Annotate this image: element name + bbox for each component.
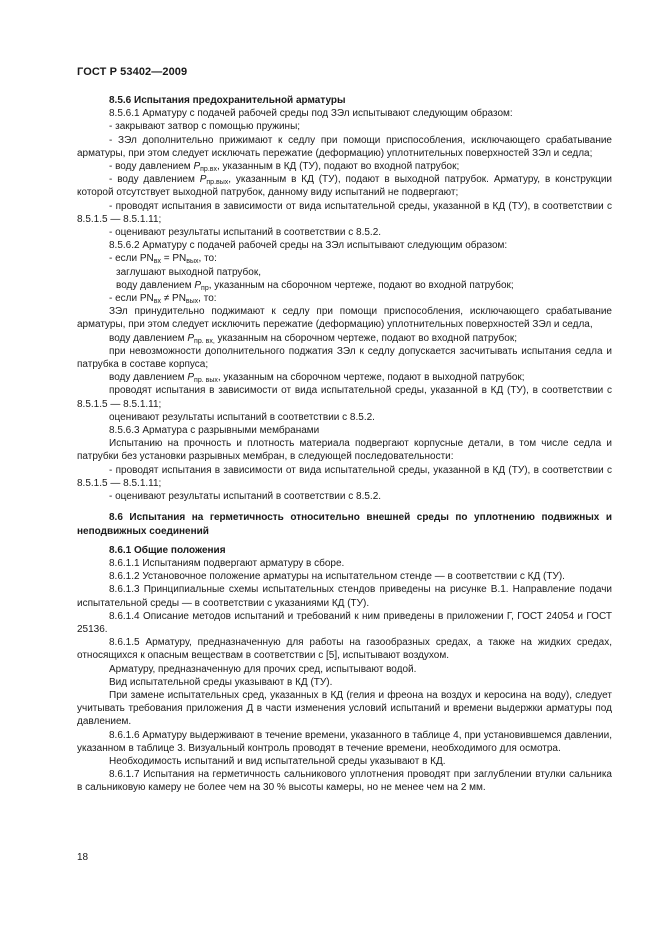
list-item: - воду давлением $P_{пр.вых}$, указанным в КД (ТУ), подают в выходной патрубок. Арматуру, в конструкции которой отсутствует выходной патрубок, данному виду испытаний не подвергают; xyxy=(77,174,612,199)
list-item: проводят испытания в зависимости от вида испытательной среды, указанной в КД (ТУ), в соответствии с 8.5.1.5 — 8.5.1.11; xyxy=(77,385,612,410)
list-item: - воду давлением $P_{пр.вх}$, указанным в КД (ТУ), подают во входной патрубок; xyxy=(109,161,460,174)
para-8-6-1-6: 8.6.1.6 Арматуру выдерживают в течение времени, указанного в таблице 4, при установившемся давлении, указанном в таблице 3. Визуальный контроль проводят в течение времени, необходимого для осмотра. xyxy=(77,729,612,754)
para-8-5-6-3: 8.5.6.3 Арматура с разрывными мембранами xyxy=(109,425,320,437)
para-8-6-1-7: 8.6.1.7 Испытания на герметичность сальникового уплотнения проводят при заглублении втулки сальника в сальниковую камеру не более чем на 30 % высоты камеры, но не менее чем на 2 мм. xyxy=(77,769,612,794)
list-item: - если $PN_{вх} = PN_{вых}$, то: xyxy=(109,253,217,266)
page-number: 18 xyxy=(77,852,89,863)
page-body xyxy=(77,94,612,795)
para-8-6-1-2: 8.6.1.2 Установочное положение арматуры на испытательном стенде — в соответствии с КД (ТУ). xyxy=(109,571,565,583)
list-item: воду давлением $P_{пр}$, указанным на сборочном чертеже, подают во входной патрубок; xyxy=(116,279,514,292)
list-item: - ЗЭл дополнительно прижимают к седлу при помощи приспособления, исключающего срабатывание арматуры, при этом следует исключать пережатие (деформацию) уплотнительных поверхностей ЗЭл и седла; xyxy=(77,134,612,159)
paragraph: Испытанию на прочность и плотность материала подвергают корпусные детали, в том числе седла и патрубки без установки разрывных мембран, в следующей последовательности: xyxy=(77,438,612,463)
para-8-6-1-1: 8.6.1.1 Испытаниям подвергают арматуру в сборе. xyxy=(109,557,345,569)
list-item: воду давлением $P_{пр. вх,}$ указанным на сборочном чертеже, подают во входной патрубок; xyxy=(109,332,517,345)
list-item: - закрывают затвор с помощью пружины; xyxy=(109,121,301,133)
document-header: ГОСТ Р 53402—2009 xyxy=(77,66,188,78)
list-item: - оценивают результаты испытаний в соответствии с 8.5.2. xyxy=(109,491,382,503)
list-item: - проводят испытания в зависимости от вида испытательной среды, указанной в КД (ТУ), в соответствии с 8.5.1.5 — 8.5.1.11; xyxy=(77,464,612,489)
list-item: оценивают результаты испытаний в соответствии с 8.5.2. xyxy=(109,411,375,423)
paragraph: Арматуру, предназначенную для прочих сред, испытывают водой. xyxy=(109,663,417,675)
list-item: воду давлением $P_{пр. вых}$, указанным на сборочном чертеже, подают в выходной патрубок; xyxy=(109,372,525,385)
section-8-6-heading: 8.6 Испытания на герметичность относительно внешней среды по уплотнению подвижных и неподвижных соединений xyxy=(77,512,612,537)
para-8-6-1-4: 8.6.1.4 Описание методов испытаний и требований к ним приведены в приложении Г, ГОСТ 24054 и ГОСТ 25136. xyxy=(77,610,612,635)
list-item: заглушают выходной патрубок, xyxy=(116,266,261,278)
list-item: - оценивают результаты испытаний в соответствии с 8.5.2. xyxy=(109,227,382,239)
para-8-6-1-5: 8.6.1.5 Арматуру, предназначенную для работы на газообразных средах, а также на жидких средах, относящихся к опасным веществам в соответствии с [5], испытывают воздухом. xyxy=(77,637,612,662)
paragraph: При замене испытательных сред, указанных в КД (гелия и фреона на воздух и керосина на воду), следует учитывать требования приложения Д в части изменения условий испытаний и времени выдержки арматуры под давлением. xyxy=(77,689,612,728)
para-8-5-6-1: 8.5.6.1 Арматуру с подачей рабочей среды под ЗЭл испытывают следующим образом: xyxy=(109,108,513,120)
para-8-5-6-2: 8.5.6.2 Арматуру с подачей рабочей среды на ЗЭл испытывают следующим образом: xyxy=(109,240,508,252)
section-8-6-1-heading: 8.6.1 Общие положения xyxy=(109,544,226,556)
list-item: при невозможности дополнительного поджатия ЗЭл к седлу допускается засчитывать испытания седла и патрубка в составе корпуса; xyxy=(77,345,612,371)
list-item: - проводят испытания в зависимости от вида испытательной среды, указанной в КД (ТУ), в соответствии с 8.5.1.5 — 8.5.1.11; xyxy=(77,200,612,225)
list-item: - если $PN_{вх} \ne PN_{вых}$, то: xyxy=(109,293,217,306)
paragraph: Вид испытательной среды указывают в КД (ТУ). xyxy=(109,676,333,688)
section-8-5-6-heading: 8.5.6 Испытания предохранительной арматуры xyxy=(109,95,346,106)
para-8-6-1-3: 8.6.1.3 Принципиальные схемы испытательных стендов приведены на рисунке В.1. Направление подачи испытательной среды — в соответствии с указаниями КД (ТУ). xyxy=(77,584,612,609)
paragraph: Необходимость испытаний и вид испытательной среды указывают в КД. xyxy=(109,755,446,767)
list-item: ЗЭл принудительно поджимают к седлу при помощи приспособления, исключающего срабатывание арматуры, при этом следует исключить пережатие (деформацию) уплотнительных поверхностей ЗЭл и седла, xyxy=(77,306,612,331)
